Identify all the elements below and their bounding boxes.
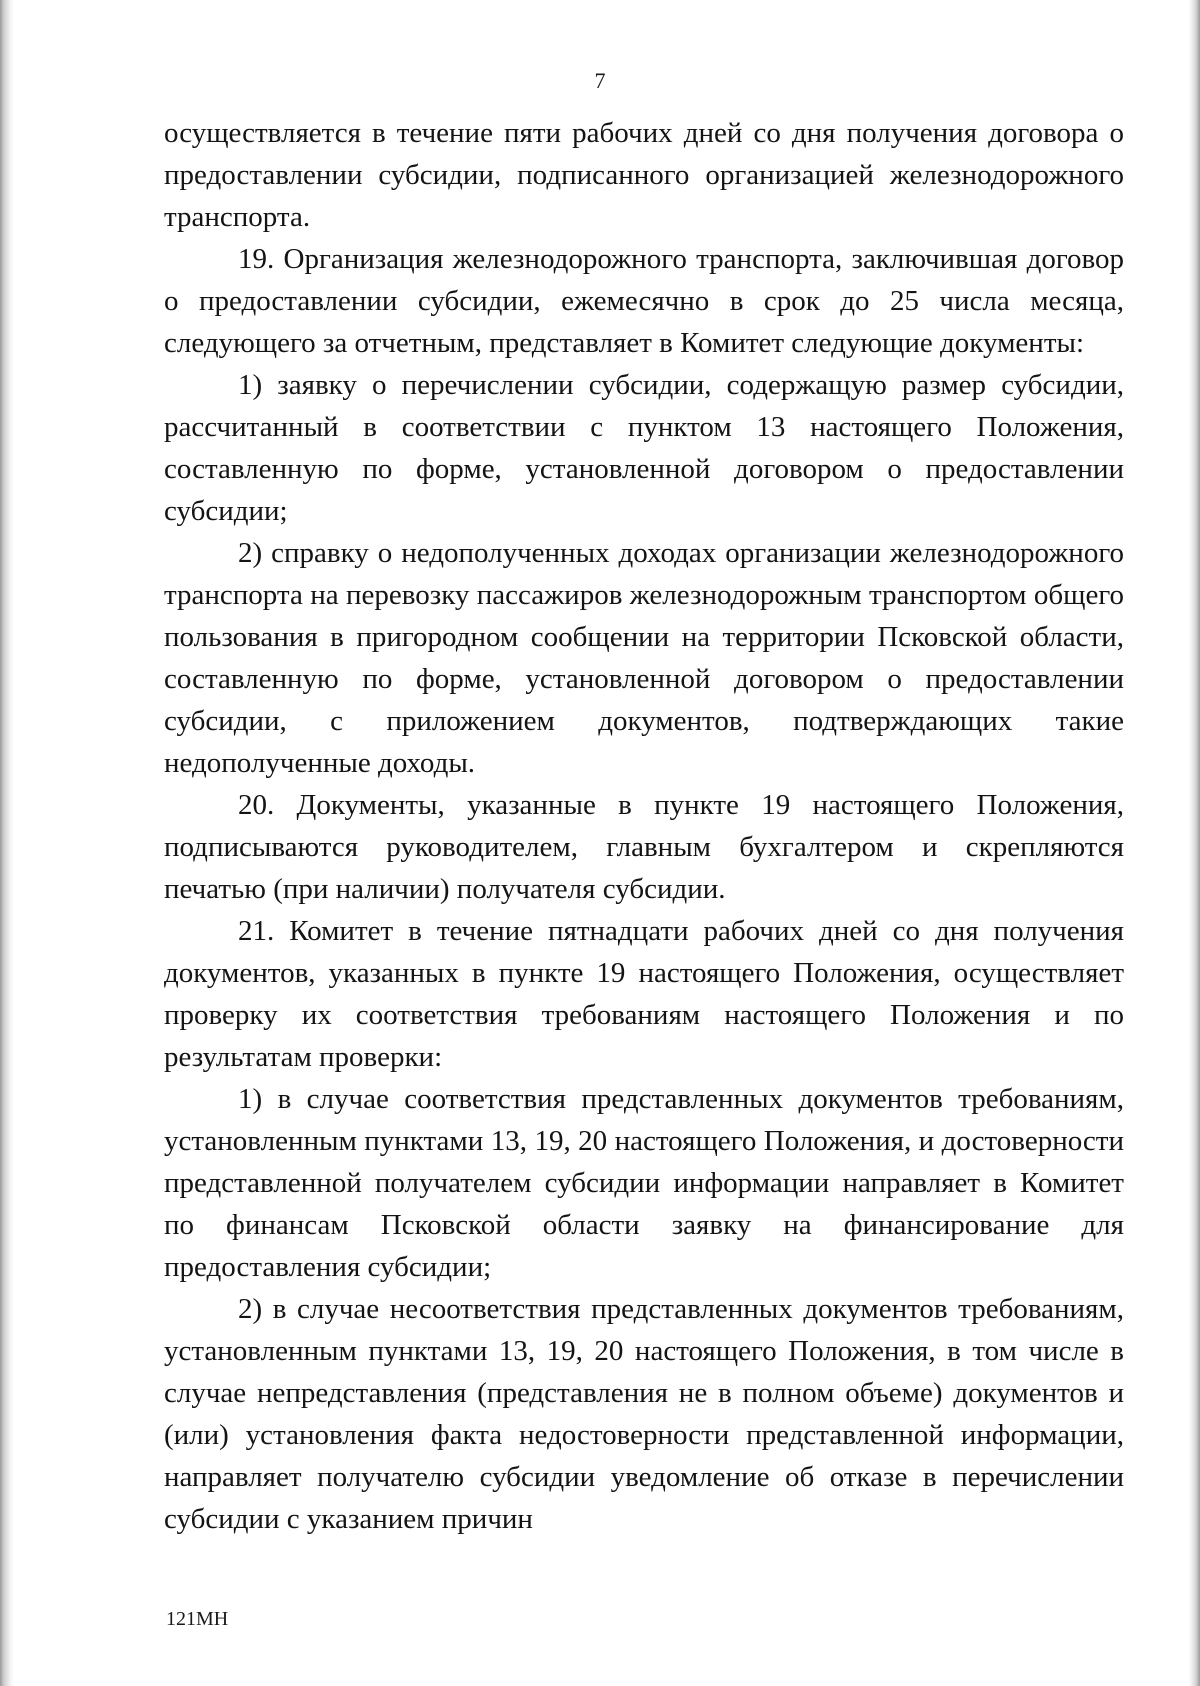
scan-edge-left	[0, 0, 14, 1686]
paragraph-item-21-1: 1) в случае соответствия представленных документов требованиям, установленным пунктами 13, 19, 20 настоящего Положения, и достоверности представленной получателем субсидии информации направляет в Комитет по финансам Псковской области заявку на финансирование для предоставления субсидии;	[164, 1083, 1124, 1283]
paragraph-item-21-2: 2) в случае несоответствия представленных документов требованиям, установленным пунктами 13, 19, 20 настоящего Положения, в том числе в случае непредставления (представления не в полном объеме) документов и (или) установления факта недостоверности представленной информации, направляет получателю субсидии уведомление об отказе в перечислении субсидии с указанием причин	[164, 1293, 1124, 1535]
paragraph-item-19-2: 2) справку о недополученных доходах организации железнодорожного транспорта на перевозку пассажиров железнодорожным транспортом общего пользования в пригородном сообщении на территории Псковской области, составленную по форме, установленной договором о предоставлении субсидии, с приложением документов, подтверждающих такие недополученные доходы.	[164, 537, 1124, 779]
scan-edge-right	[1188, 0, 1200, 1686]
paragraph-continuation: осуществляется в течение пяти рабочих дней со дня получения договора о предоставлении субсидии, подписанного организацией железнодорожного транспорта.	[164, 117, 1124, 233]
paragraph-item-19: 19. Организация железнодорожного транспорта, заключившая договор о предоставлении субсидии, ежемесячно в срок до 25 числа месяца, следующего за отчетным, представляет в Комитет следующие документы:	[164, 243, 1124, 359]
document-code: 121МН	[166, 1608, 229, 1630]
page-number: 7	[594, 68, 606, 93]
document-body	[164, 112, 1124, 1540]
paragraph-item-20: 20. Документы, указанные в пункте 19 настоящего Положения, подписываются руководителем, главным бухгалтером и скрепляются печатью (при наличии) получателя субсидии.	[164, 789, 1124, 905]
paragraph-item-19-1: 1) заявку о перечислении субсидии, содержащую размер субсидии, рассчитанный в соответствии с пунктом 13 настоящего Положения, составленную по форме, установленной договором о предоставлении субсидии;	[164, 369, 1124, 527]
paragraph-item-21: 21. Комитет в течение пятнадцати рабочих дней со дня получения документов, указанных в пункте 19 настоящего Положения, осуществляет проверку их соответствия требованиям настоящего Положения и по результатам проверки:	[164, 915, 1124, 1073]
